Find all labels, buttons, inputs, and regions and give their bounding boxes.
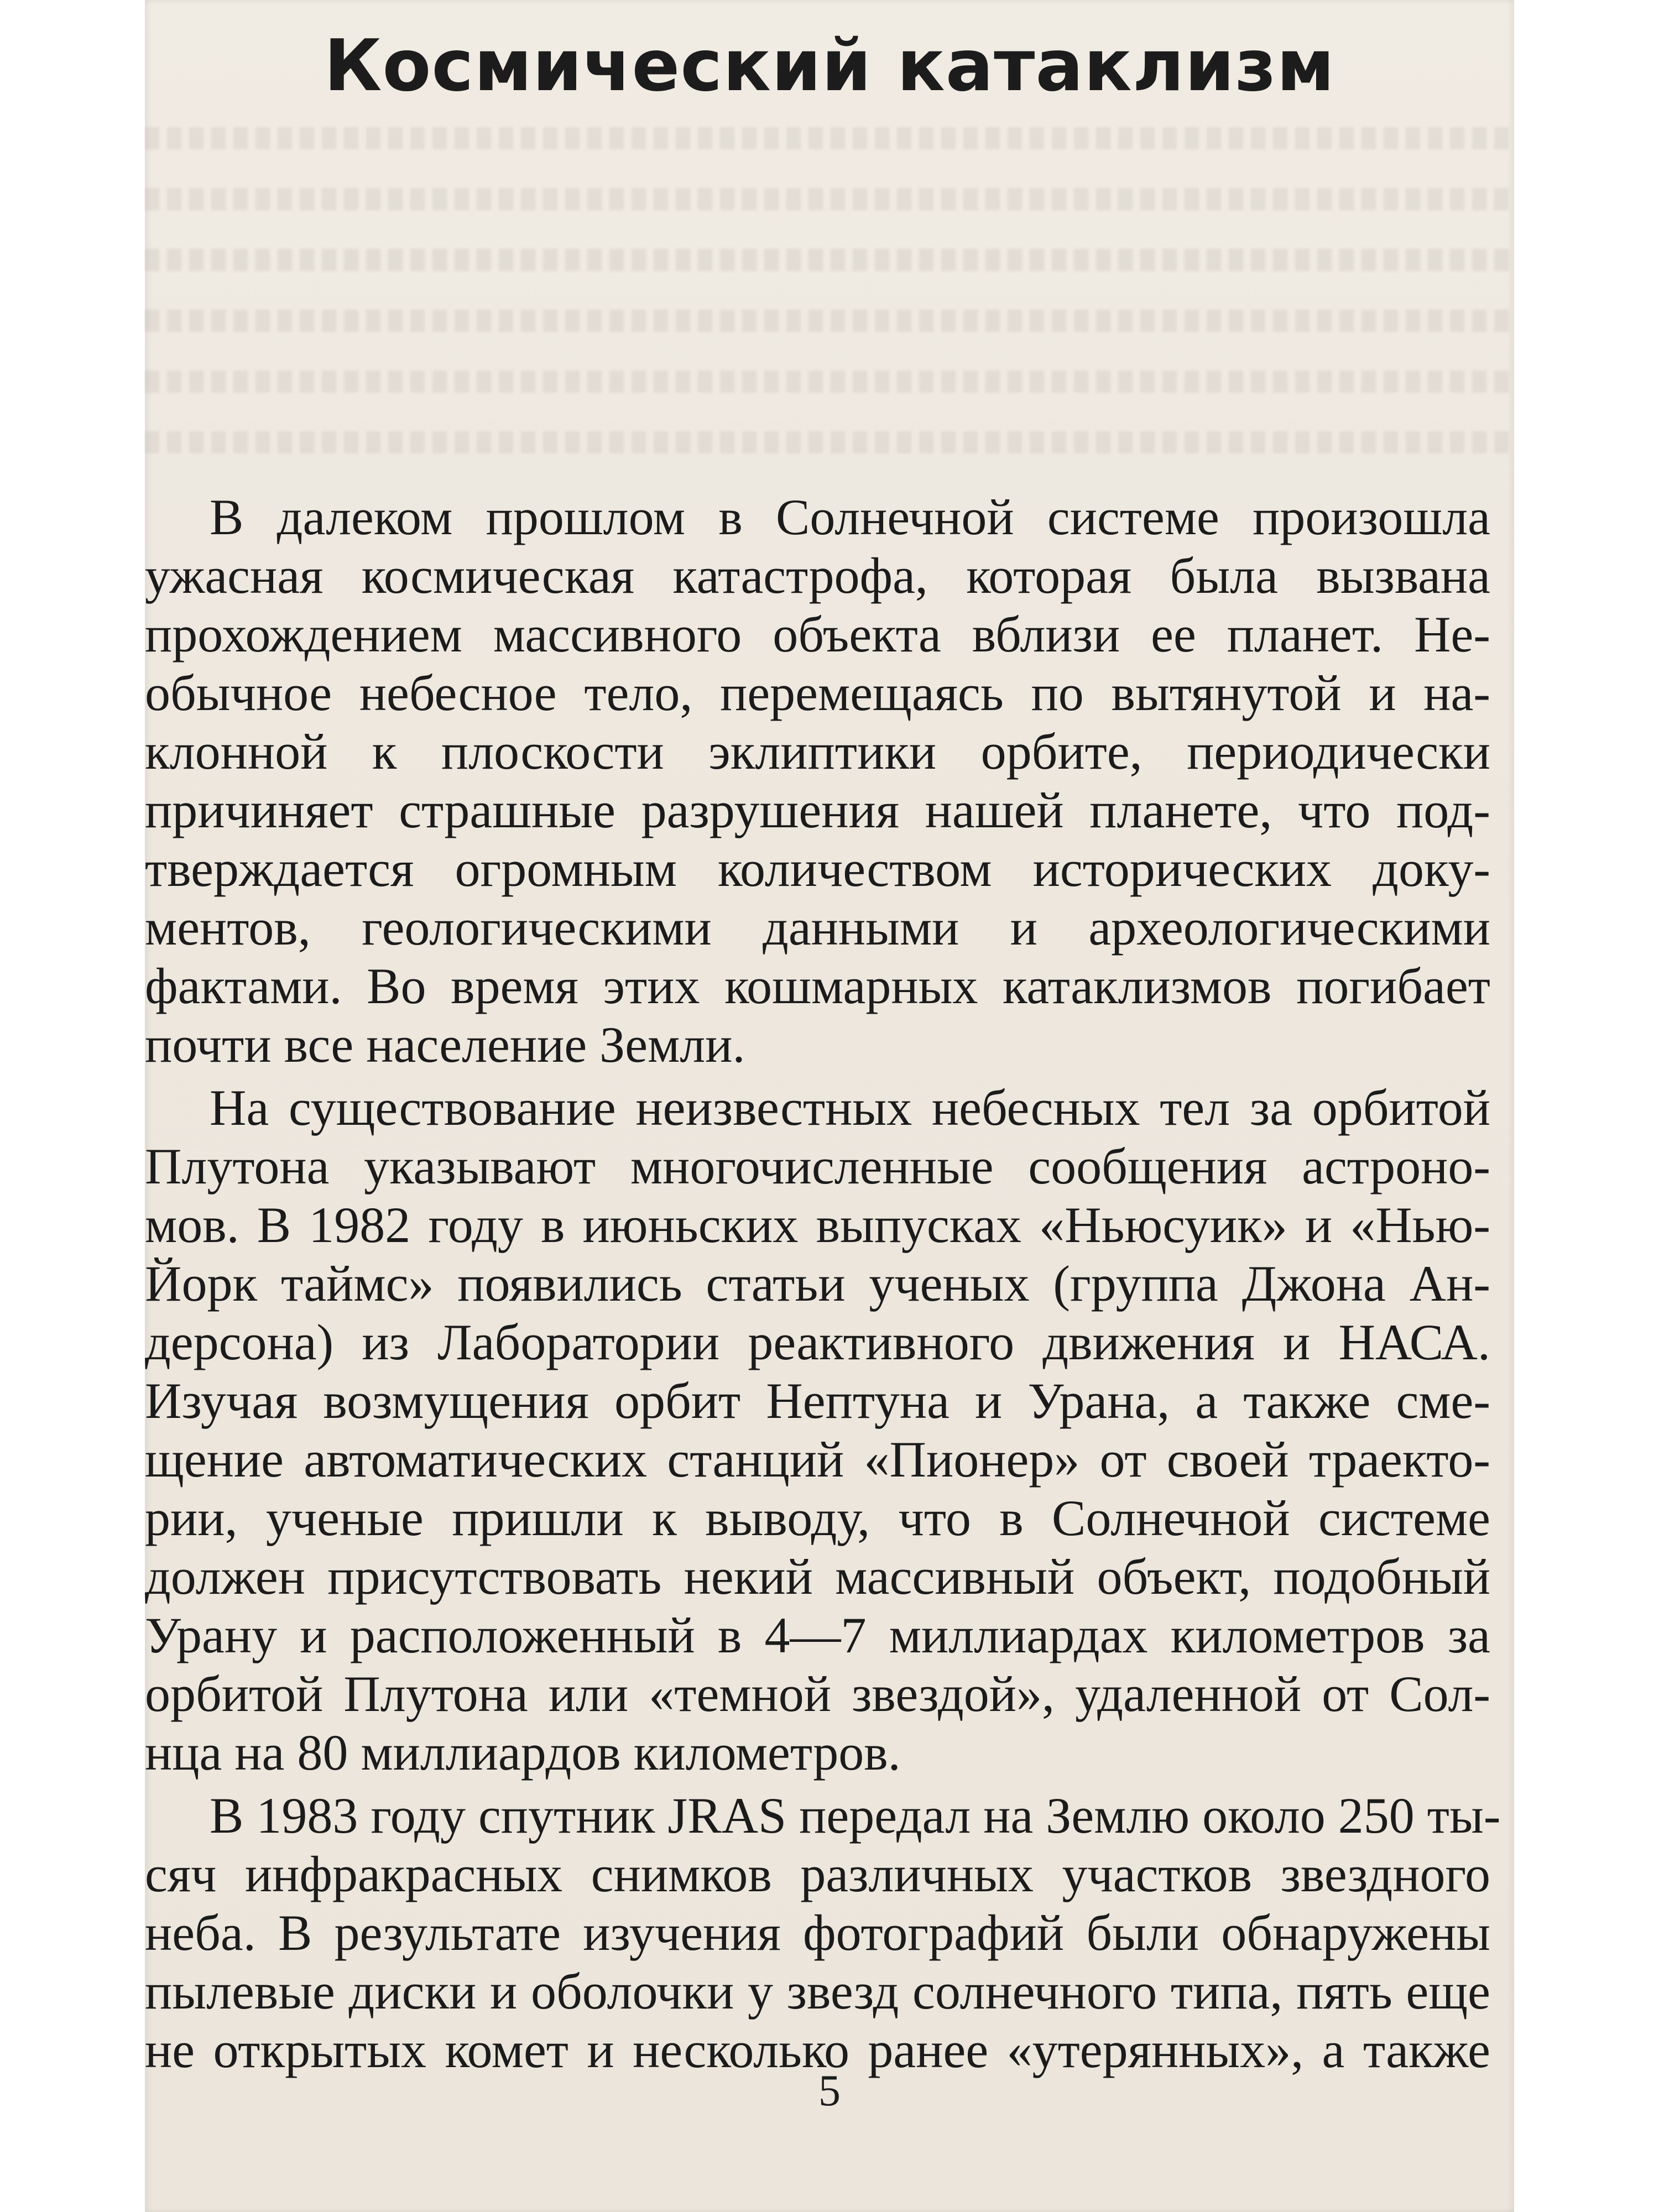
show-through-decoration	[145, 310, 1514, 332]
text-line: Плутона указывают многочисленные сообщения астроно-	[145, 1138, 1490, 1194]
text-line: неба. В результате изучения фотографий были обнаружены	[145, 1905, 1490, 1961]
text-line: ужасная космическая катастрофа, которая была вызвана	[145, 547, 1490, 604]
show-through-decoration	[145, 431, 1514, 453]
text-line: щение автоматических станций «Пионер» от своей траекто-	[145, 1431, 1490, 1488]
text-line: обычное небесное тело, перемещаясь по вытянутой и на-	[145, 665, 1490, 721]
text-line: фактами. Во время этих кошмарных катаклизмов погибает	[145, 958, 1490, 1014]
show-through-decoration	[145, 371, 1514, 393]
text-line: прохождением массивного объекта вблизи ее планет. Не-	[145, 606, 1490, 662]
text-line: сяч инфракрасных снимков различных участков звездного	[145, 1846, 1490, 1902]
text-line: должен присутствовать некий массивный объект, подобный	[145, 1548, 1490, 1605]
text-line: орбитой Плутона или «темной звездой», удаленной от Сол-	[145, 1666, 1490, 1722]
paragraph	[145, 1786, 1501, 2079]
chapter-title: Космический катаклизм	[324, 25, 1335, 107]
text-line: Йорк таймс» появились статьи ученых (группа Джона Ан-	[145, 1255, 1490, 1312]
text-line: мов. В 1982 году в июньских выпусках «Ньюсуик» и «Нью-	[145, 1197, 1490, 1253]
text-line: Урану и расположенный в 4—7 миллиардах километров за	[145, 1607, 1490, 1663]
text-line: ментов, геологическими данными и археологическими	[145, 899, 1490, 956]
show-through-decoration	[145, 188, 1514, 210]
text-line: не открытых комет и несколько ранее «утерянных», а также	[145, 2022, 1490, 2078]
text-line: В далеком прошлом в Солнечной системе произошла	[210, 489, 1490, 545]
text-line: Изучая возмущения орбит Нептуна и Урана, а также сме-	[145, 1373, 1490, 1429]
body-text	[145, 488, 1501, 2084]
text-line: клонной к плоскости эклиптики орбите, периодически	[145, 723, 1490, 780]
text-line: почти все население Земли.	[145, 1016, 745, 1073]
text-line: пылевые диски и оболочки у звезд солнечного типа, пять еще	[145, 1963, 1490, 2020]
paragraph	[145, 1078, 1490, 1782]
page-number: 5	[818, 2067, 841, 2115]
paragraph	[145, 488, 1490, 1074]
text-line: причиняет страшные разрушения нашей планете, что под-	[145, 782, 1490, 838]
text-line: рии, ученые пришли к выводу, что в Солнечной системе	[145, 1490, 1490, 1546]
text-line: дерсона) из Лаборатории реактивного движения и НАСА.	[145, 1314, 1490, 1370]
show-through-decoration	[145, 127, 1514, 149]
text-line: В 1983 году спутник JRAS передал на Землю около 250 ты-	[210, 1787, 1501, 1844]
text-line: нца на 80 миллиардов километров.	[145, 1724, 901, 1781]
text-line: тверждается огромным количеством исторических доку-	[145, 841, 1490, 897]
show-through-decoration	[145, 249, 1514, 271]
text-line: На существование неизвестных небесных тел за орбитой	[210, 1079, 1490, 1136]
